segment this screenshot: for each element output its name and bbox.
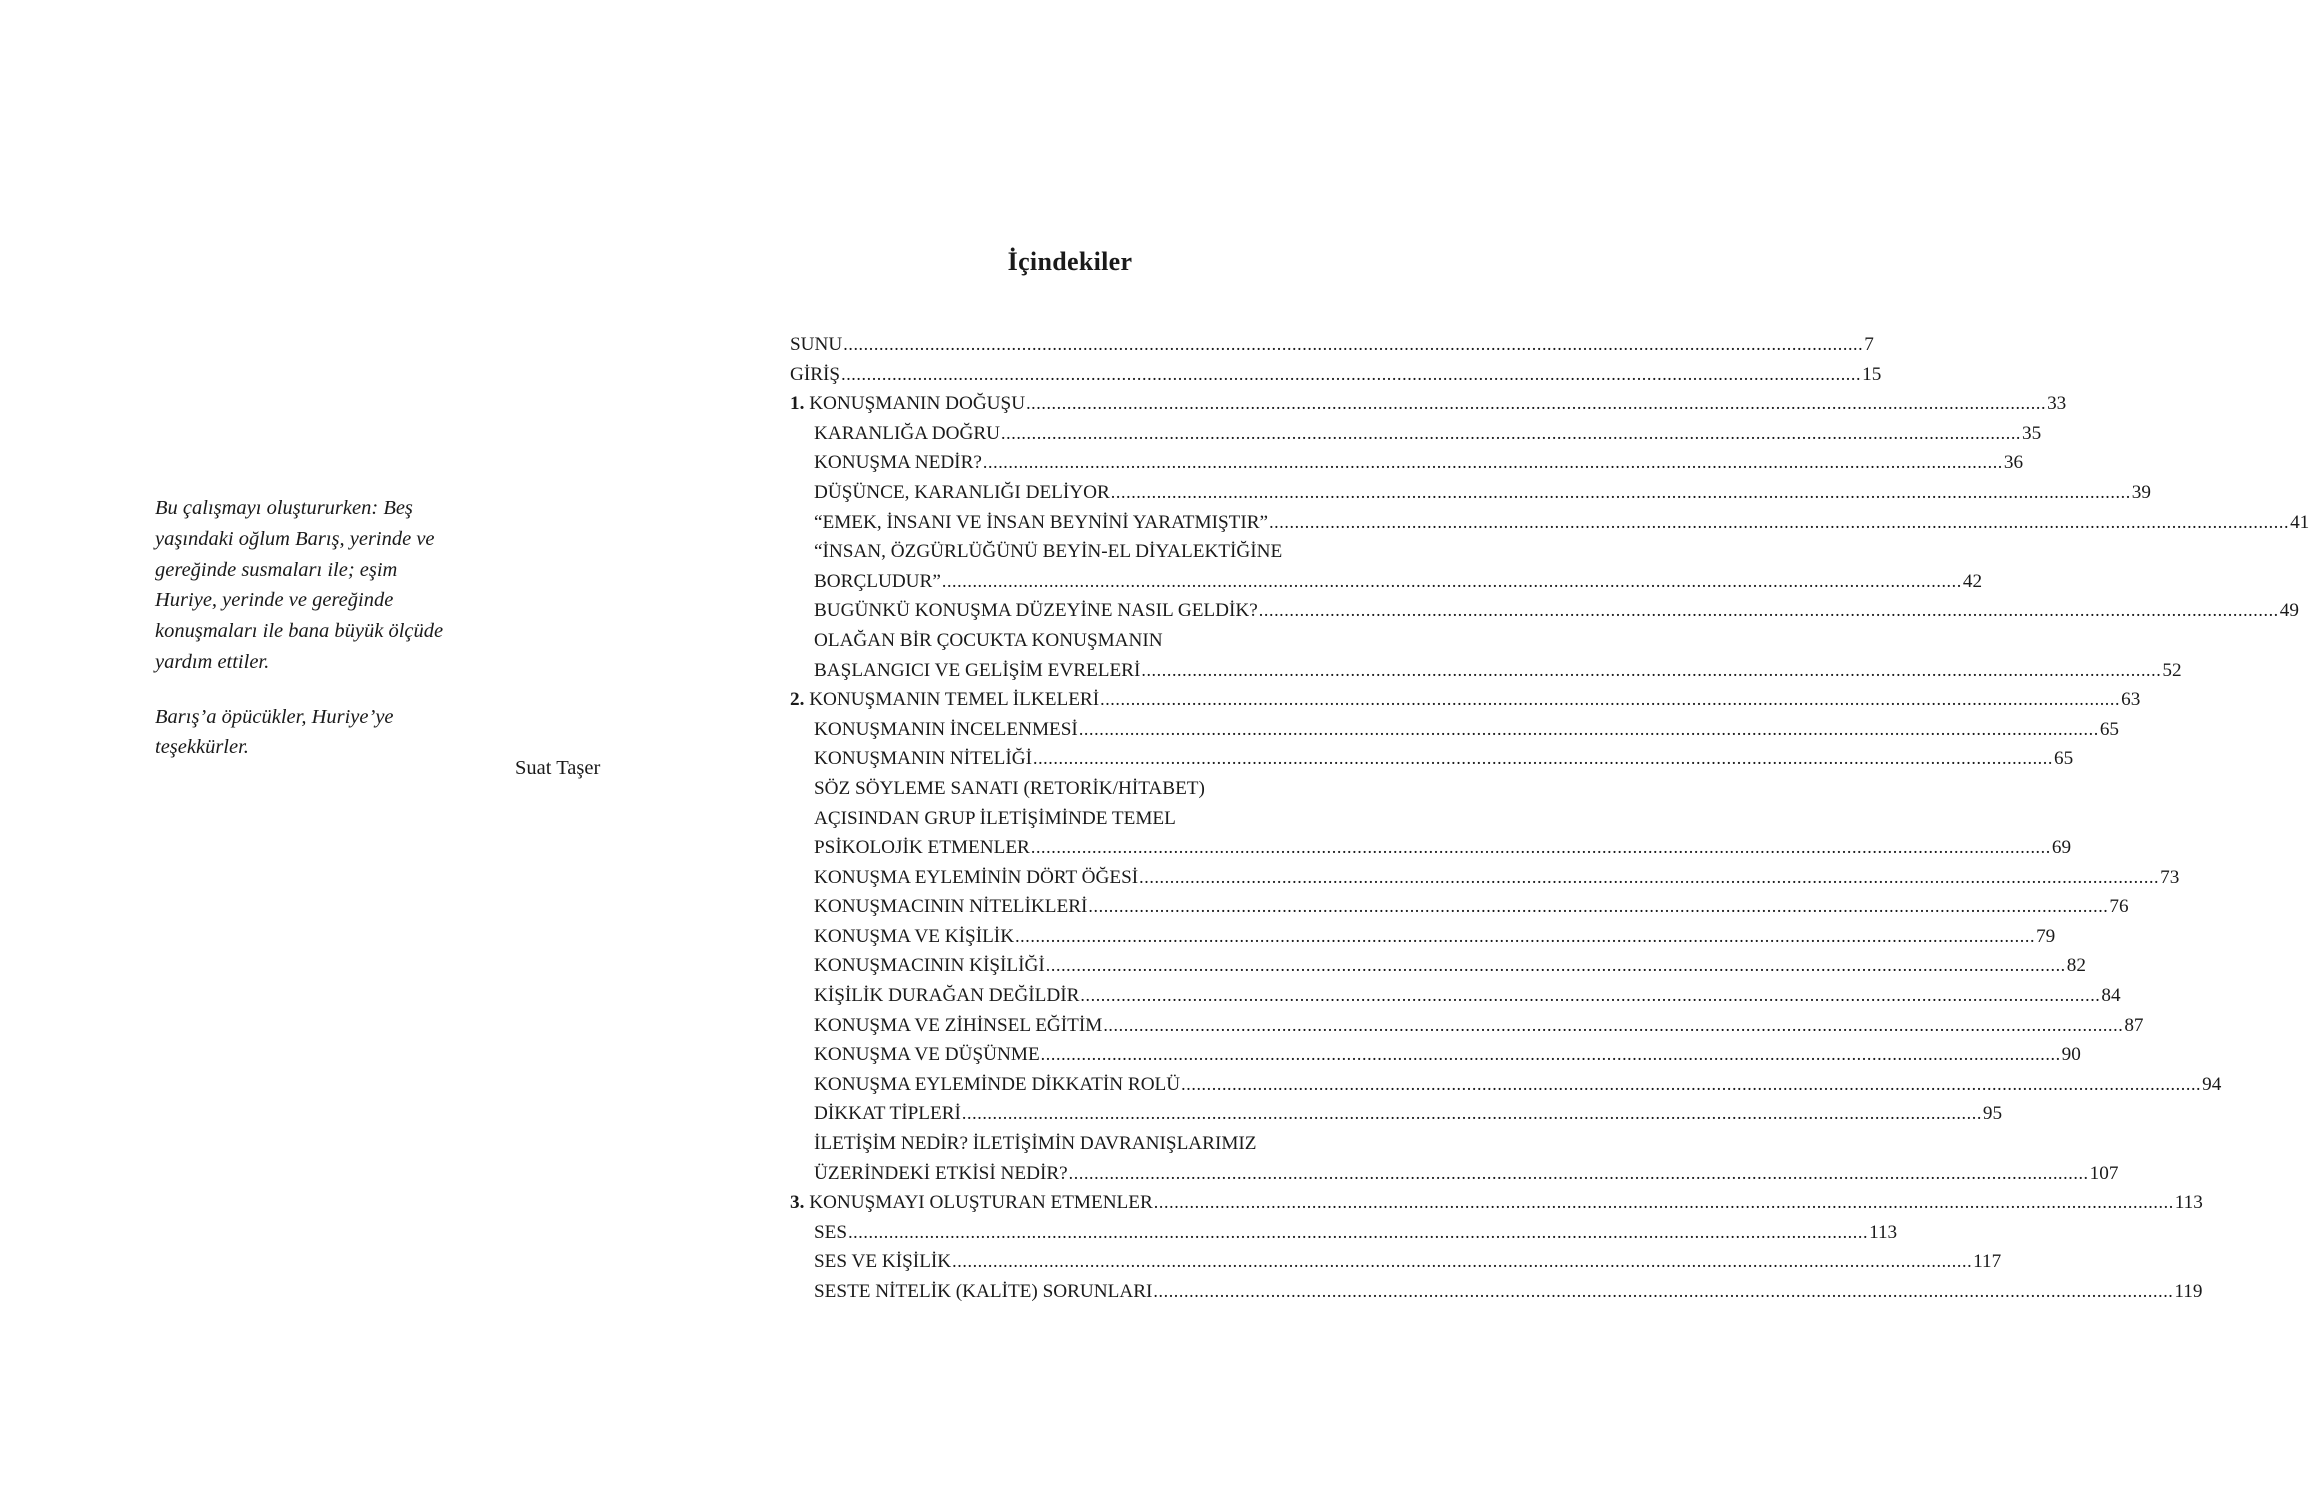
toc-entry-label: SUNU [790, 334, 843, 355]
toc-entry-label: KONUŞMA EYLEMİNDE DİKKATİN ROLÜ [814, 1073, 1181, 1095]
toc-dot-leader: ........................................................................................................................................................................................................ [1068, 1162, 2089, 1183]
toc-dot-leader: ........................................................................................................................................................................................................ [941, 570, 1962, 591]
toc-entry-page: 35 [2022, 422, 2042, 444]
toc-entry-page: 117 [1973, 1251, 2002, 1273]
toc-entry[interactable] [790, 360, 1882, 390]
toc-entry-label: DÜŞÜNCE, KARANLIĞI DELİYOR [814, 481, 1110, 503]
toc-entry[interactable] [790, 389, 2067, 419]
toc-entry-number: 3. [790, 1192, 810, 1214]
toc-entry-page: 79 [2036, 925, 2056, 947]
toc-entry-page: 39 [2131, 481, 2151, 503]
toc-entry[interactable] [790, 508, 2309, 538]
toc-entry-label: KARANLIĞA DOĞRU [814, 422, 1001, 444]
toc-entry-label: GİRİŞ [790, 363, 841, 385]
dedication-text [155, 493, 445, 763]
toc-entry-label: “EMEK, İNSANI VE İNSAN BEYNİNİ YARATMIŞTIR” [814, 511, 1269, 533]
toc-entry[interactable] [790, 419, 2042, 449]
toc-entry[interactable] [790, 922, 2056, 952]
toc-entry-page: 7 [1864, 334, 1874, 355]
toc-entry[interactable] [790, 863, 2180, 893]
toc-entry-label: KONUŞMA NEDİR? [814, 452, 982, 474]
toc-entry-page: 63 [2121, 689, 2141, 711]
toc-entry[interactable] [790, 448, 2024, 478]
toc-entry-page: 41 [2290, 511, 2309, 533]
toc-entry-label: KONUŞMA EYLEMİNİN DÖRT ÖĞESİ [814, 866, 1139, 888]
toc-dot-leader: ........................................................................................................................................................................................................ [1258, 600, 2279, 621]
toc-entry[interactable] [790, 626, 1360, 656]
toc-dot-leader: ........................................................................................................................................................................................................ [848, 1221, 1869, 1242]
toc-entry[interactable] [790, 1070, 2222, 1100]
toc-dot-leader: ........................................................................................................................................................................................................ [1100, 689, 2121, 710]
toc-entry[interactable] [790, 1159, 2119, 1189]
toc-entry[interactable] [790, 1040, 2081, 1070]
toc-entry[interactable] [790, 1277, 2203, 1307]
table-of-contents-page [750, 0, 2309, 1500]
toc-entry-label: AÇISINDAN GRUP İLETİŞİMİNDE TEMEL [814, 807, 1176, 829]
toc-entry-label: KONUŞMACININ KİŞİLİĞİ [814, 955, 1045, 977]
toc-dot-leader: ........................................................................................................................................................................................................ [1139, 866, 2160, 887]
toc-entry[interactable] [790, 656, 2182, 686]
toc-dot-leader: ........................................................................................................................................................................................................ [1153, 1192, 2174, 1213]
toc-entry-number: 2. [790, 689, 810, 711]
toc-entry[interactable] [790, 715, 2120, 745]
toc-dot-leader: ........................................................................................................................................................................................................ [1040, 1044, 2061, 1065]
toc-entry-page: 76 [2109, 896, 2129, 918]
toc-entry-label: “İNSAN, ÖZGÜRLÜĞÜNÜ BEYİN-EL DİYALEKTİĞİNE [814, 541, 1283, 563]
toc-dot-leader: ........................................................................................................................................................................................................ [982, 452, 2003, 473]
toc-entry-label: SÖZ SÖYLEME SANATI (RETORİK/HİTABET) [814, 777, 1205, 799]
toc-entry-number: 1. [790, 393, 810, 415]
toc-entry[interactable] [790, 892, 2129, 922]
toc-entry-page: 119 [2174, 1281, 2203, 1302]
toc-dot-leader: ........................................................................................................................................................................................................ [1032, 748, 2053, 769]
toc-entry[interactable] [790, 567, 1983, 597]
toc-entry-page: 49 [2279, 600, 2299, 622]
toc-entry-label: KONUŞMANIN İNCELENMESİ [814, 718, 1078, 740]
toc-dot-leader: ........................................................................................................................................................................................................ [1015, 925, 2036, 946]
toc-entry-page: 87 [2124, 1014, 2144, 1036]
toc-entry-page: 94 [2202, 1073, 2222, 1095]
toc-entry[interactable] [790, 478, 2151, 508]
toc-entry[interactable] [790, 951, 2086, 981]
toc-entry-label: ÜZERİNDEKİ ETKİSİ NEDİR? [814, 1162, 1068, 1184]
toc-dot-leader: ........................................................................................................................................................................................................ [1088, 896, 2109, 917]
toc-dot-leader: ........................................................................................................................................................................................................ [1030, 837, 2051, 858]
page-title: İçindekiler [1007, 247, 1133, 276]
toc-entry[interactable] [790, 744, 2074, 774]
toc-entry[interactable] [790, 1011, 2144, 1041]
toc-dot-leader: ........................................................................................................................................................................................................ [1181, 1073, 2202, 1094]
toc-dot-leader: ........................................................................................................................................................................................................ [1110, 481, 2131, 502]
toc-entry-page: 82 [2066, 955, 2086, 977]
toc-dot-leader: ........................................................................................................................................................................................................ [1141, 659, 2162, 680]
dedication-page [0, 0, 750, 1500]
toc-entry-page: 113 [1869, 1221, 1898, 1243]
toc-entry-page: 42 [1962, 570, 1983, 592]
toc-dot-leader: ........................................................................................................................................................................................................ [1026, 393, 2047, 414]
toc-entry-label: KONUŞMA VE KİŞİLİK [814, 925, 1015, 947]
toc-entry-label: 2. KONUŞMANIN TEMEL İLKELERİ [790, 689, 1100, 711]
toc-entry-label: 1. KONUŞMANIN DOĞUŞU [790, 393, 1026, 415]
toc-list [790, 330, 2309, 1307]
toc-dot-leader: ........................................................................................................................................................................................................ [1045, 955, 2066, 976]
toc-entry-label: 3. KONUŞMAYI OLUŞTURAN ETMENLER [790, 1192, 1153, 1214]
toc-entry-label: SESTE NİTELİK (KALİTE) SORUNLARI [814, 1281, 1153, 1302]
toc-entry-page: 113 [2174, 1192, 2203, 1214]
toc-entry-label: SES [814, 1221, 848, 1243]
toc-entry-label: KONUŞMA VE DÜŞÜNME [814, 1044, 1040, 1066]
toc-entry-page: 95 [1982, 1103, 2003, 1125]
toc-entry-label: OLAĞAN BİR ÇOCUKTA KONUŞMANIN [814, 629, 1163, 651]
toc-entry-page: 65 [2053, 748, 2074, 770]
toc-entry-page: 15 [1862, 363, 1882, 385]
toc-dot-leader: ........................................................................................................................................................................................................ [1080, 985, 2101, 1006]
toc-dot-leader: ........................................................................................................................................................................................................ [961, 1103, 1982, 1124]
toc-dot-leader: ........................................................................................................................................................................................................ [1103, 1014, 2124, 1035]
toc-entry-page: 69 [2051, 837, 2072, 859]
dedication-paragraph-1: Bu çalışmayı oluştururken: Beş yaşındaki oğlum Barış, yerinde ve gereğinde susmaları ile; eşim Huriye, yerinde ve gereğinde konuşmaları ile bana büyük ölçüde yardım ettiler. [155, 497, 444, 673]
toc-entry-label: BUGÜNKÜ KONUŞMA DÜZEYİNE NASIL GELDİK? [814, 600, 1258, 622]
toc-entry-label: BAŞLANGICI VE GELİŞİM EVRELERİ [814, 659, 1141, 681]
toc-entry-page: 65 [2099, 718, 2120, 740]
toc-entry-page: 33 [2047, 393, 2067, 415]
toc-entry-label: DİKKAT TİPLERİ [814, 1103, 961, 1125]
toc-entry[interactable] [790, 1218, 1898, 1248]
toc-dot-leader: ........................................................................................................................................................................................................ [952, 1251, 1973, 1272]
toc-entry[interactable] [790, 330, 1874, 360]
toc-entry[interactable] [790, 537, 1360, 567]
toc-entry[interactable] [790, 981, 2121, 1011]
toc-entry[interactable] [790, 1247, 2002, 1277]
toc-entry-label: KONUŞMA VE ZİHİNSEL EĞİTİM [814, 1014, 1103, 1036]
toc-entry[interactable] [790, 1129, 1360, 1159]
toc-entry-page: 73 [2160, 866, 2180, 888]
toc-dot-leader: ........................................................................................................................................................................................................ [1001, 422, 2022, 443]
toc-entry[interactable] [790, 1188, 2203, 1218]
toc-entry-label: BORÇLUDUR” [814, 570, 941, 592]
author-signature: Suat Taşer [515, 757, 601, 779]
toc-entry[interactable] [790, 1099, 2003, 1129]
toc-dot-leader: ........................................................................................................................................................................................................ [1153, 1281, 2174, 1301]
toc-entry[interactable] [790, 833, 2072, 863]
toc-entry-label: KİŞİLİK DURAĞAN DEĞİLDİR [814, 985, 1080, 1007]
toc-entry-label: KONUŞMANIN NİTELİĞİ [814, 748, 1032, 770]
toc-dot-leader: ........................................................................................................................................................................................................ [843, 334, 1864, 354]
toc-entry-page: 52 [2162, 659, 2182, 681]
dedication-paragraph-2: Barış’a öpücükler, Huriye’ye teşekkürler. [155, 705, 394, 759]
toc-entry[interactable] [790, 804, 1360, 834]
toc-entry-page: 90 [2061, 1044, 2081, 1066]
toc-entry-label: PSİKOLOJİK ETMENLER [814, 837, 1030, 859]
toc-dot-leader: ........................................................................................................................................................................................................ [1078, 718, 2099, 739]
toc-entry[interactable] [790, 685, 2141, 715]
toc-entry-page: 84 [2101, 985, 2121, 1007]
toc-entry[interactable] [790, 774, 1360, 804]
toc-dot-leader: ........................................................................................................................................................................................................ [841, 363, 1862, 384]
toc-entry-label: İLETİŞİM NEDİR? İLETİŞİMİN DAVRANIŞLARIMIZ [814, 1133, 1257, 1155]
toc-entry[interactable] [790, 596, 2299, 626]
toc-entry-label: SES VE KİŞİLİK [814, 1251, 952, 1273]
toc-entry-label: KONUŞMACININ NİTELİKLERİ [814, 896, 1088, 918]
toc-entry-page: 107 [2089, 1162, 2119, 1184]
toc-entry-page: 36 [2003, 452, 2024, 474]
toc-dot-leader: ........................................................................................................................................................................................................ [1269, 511, 2290, 532]
